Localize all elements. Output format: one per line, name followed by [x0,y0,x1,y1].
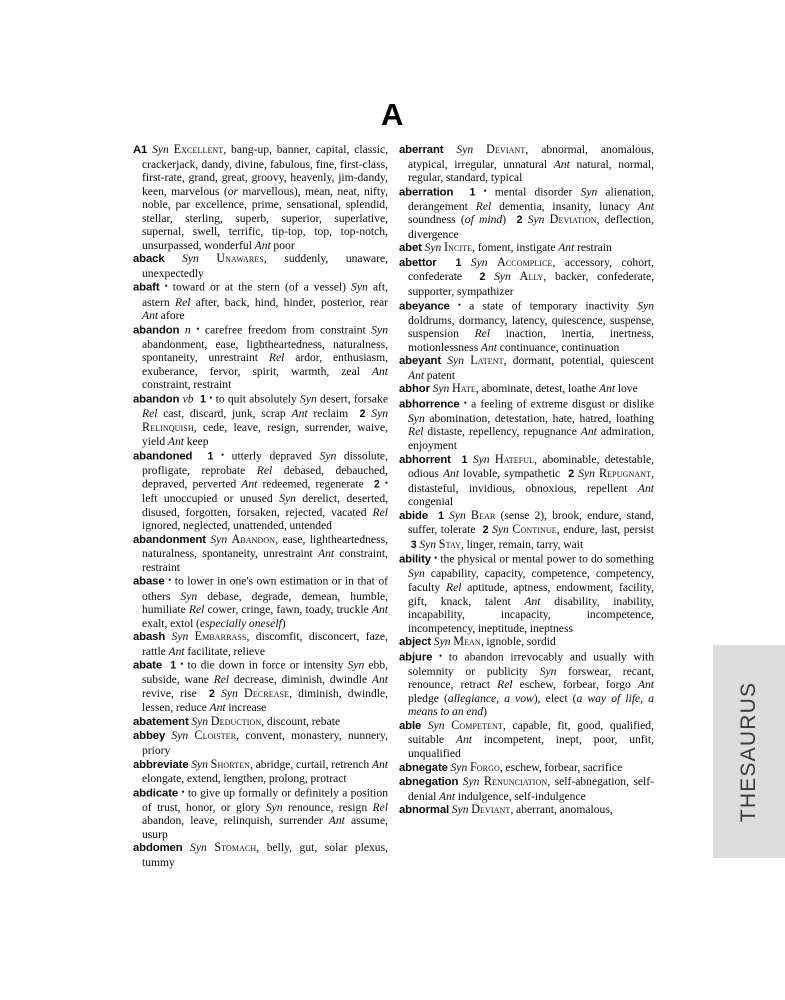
dictionary-entry: abject Syn Mean, ignoble, sordid [399,634,556,649]
dictionary-entry: aberration 1 • mental disorder Syn alienation, derangement Rel dementia, insanity, lunacy Ant soundness (of mind) 2 Syn Deviation, deflection, divergence [399,185,654,241]
dictionary-entry: abnegate Syn Forgo, eschew, forbear, sacrifice [399,759,623,774]
dictionary-entry: abbey Syn Cloister, convent, monastery, nunnery, priory [133,728,388,758]
dictionary-entry: abhorrent 1 Syn Hateful, abominable, detestable, odious Ant lovable, sympathetic 2 Syn Repugnant, distasteful, invidious, obnoxious, repellent Ant congenial [399,451,654,509]
dictionary-entry: abhorrence • a feeling of extreme disgust or dislike Syn abomination, detestation, hate, hatred, loathing Rel distaste, repellency, repugnance Ant admiration, enjoyment [399,397,654,452]
dictionary-entry: abandon n • carefree freedom from constraint Syn abandonment, ease, lightheartedness, naturalness, spontaneity, unrestraint Rel ardor, enthusiasm, exuberance, fervor, spirit, warmth, zeal Ant constraint, restraint [133,323,388,392]
dictionary-entry: abeyance • a state of temporary inactivity Syn doldrums, dormancy, latency, quiescence, suspense, suspension Rel inaction, inertia, inertness, motionlessness Ant continuance, continuation [399,299,654,354]
dictionary-entry: abdicate • to give up formally or definitely a position of trust, honor, or glory Syn renounce, resign Rel abandon, leave, relinquish, surrender Ant assume, usurp [133,786,388,841]
entry-columns [133,143,667,953]
dictionary-entry: abide 1 Syn Bear (sense 2), brook, endure, stand, suffer, tolerate 2 Syn Continue, endure, last, persist 3 Syn Stay, linger, remain, tarry, wait [399,507,654,551]
dictionary-entry: abandonment Syn Abandon, ease, lightheartedness, naturalness, spontaneity, unrestraint Ant constraint, restraint [133,531,388,574]
dictionary-entry: abaft • toward or at the stern (of a vessel) Syn aft, astern Rel after, back, hind, hinder, posterior, rear Ant afore [133,280,388,323]
right-column [399,143,654,953]
dictionary-entry: aberrant Syn Deviant, abnormal, anomalous, atypical, irregular, unnatural Ant natural, normal, regular, standard, typical [399,143,654,185]
dictionary-entry: A1 Syn Excellent, bang-up, banner, capital, classic, crackerjack, dandy, divine, fabulous, fine, first-class, first-rate, grand, great, groovy, heavenly, jim-dandy, keen, marvelous (or marvellous), mean, neat, nifty, noble, par excellence, prime, sensational, splendid, stellar, sterling, superb, superior, superlative, supernal, swell, terrific, tip-top, top, top-notch, unsurpassed, wonderful Ant poor [133,143,388,252]
dictionary-entry: abjure • to abandon irrevocably and usually with solemnity or publicity Syn forswear, recant, renounce, retract Rel eschew, forbear, forgo Ant pledge (allegiance, a vow), elect (a way of life, a means to an end) [399,650,654,719]
dictionary-entry: abase • to lower in one's own estimation or in that of others Syn debase, degrade, demean, humble, humiliate Rel cower, cringe, fawn, toady, truckle Ant exalt, extol (especially oneself) [133,574,388,630]
dictionary-entry: aback Syn Unawares, suddenly, unaware, unexpectedly [133,251,388,280]
page-title: A [381,97,404,132]
dictionary-entry: abash Syn Embarrass, discomfit, disconcert, faze, rattle Ant facilitate, relieve [133,629,388,658]
dictionary-entry: abdomen Syn Stomach, belly, gut, solar plexus, tummy [133,840,388,869]
dictionary-entry: abbreviate Syn Shorten, abridge, curtail, retrench Ant elongate, extend, lengthen, prolong, protract [133,756,388,786]
dictionary-entry: abatement Syn Deduction, discount, rebate [133,713,341,728]
dictionary-entry: abnegation Syn Renunciation, self-abnegation, self-denial Ant indulgence, self-indulgence [399,774,654,803]
dictionary-entry: abandon vb 1 • to quit absolutely Syn desert, forsake Rel cast, discard, junk, scrap Ant reclaim 2 Syn Relinquish, cede, leave, resign, surrender, waive, yield Ant keep [133,392,388,448]
dictionary-entry: ability • the physical or mental power to do something Syn capability, capacity, competence, competency, faculty Rel aptitude, aptness, endowment, facility, gift, knack, talent Ant disability, inability, incapability, incapacity, incompetence, incompetency, ineptitude, ineptness [399,552,654,635]
dictionary-entry: abeyant Syn Latent, dormant, potential, quiescent Ant patent [399,353,654,382]
dictionary-entry: abet Syn Incite, foment, instigate Ant restrain [399,240,612,255]
dictionary-entry: able Syn Competent, capable, fit, good, qualified, suitable Ant incompetent, inept, poor, unfit, unqualified [399,717,654,761]
dictionary-entry: abettor 1 Syn Accomplice, accessory, cohort, confederate 2 Syn Ally, backer, confederate, supporter, sympathizer [399,254,654,298]
dictionary-entry: abate 1 • to die down in force or intensity Syn ebb, subside, wane Rel decrease, diminish, dwindle Ant revive, rise 2 Syn Decrease, diminish, dwindle, lessen, reduce Ant increase [133,658,388,715]
thumb-tab-label: THESAURUS [737,681,761,822]
dictionary-entry: abandoned 1 • utterly depraved Syn dissolute, profligate, reprobate Rel debased, debauched, depraved, perverted Ant redeemed, regenerate 2 • left unoccupied or unused Syn derelict, deserted, disused, forgotten, forsaken, rejected, vacated Rel ignored, neglected, unattended, untended [133,449,388,533]
left-column [133,143,388,953]
dictionary-entry: abhor Syn Hate, abominate, detest, loathe Ant love [399,381,638,396]
thumb-tab-thesaurus[interactable] [713,645,785,858]
dictionary-entry: abnormal Syn Deviant, aberrant, anomalous, [399,802,613,817]
